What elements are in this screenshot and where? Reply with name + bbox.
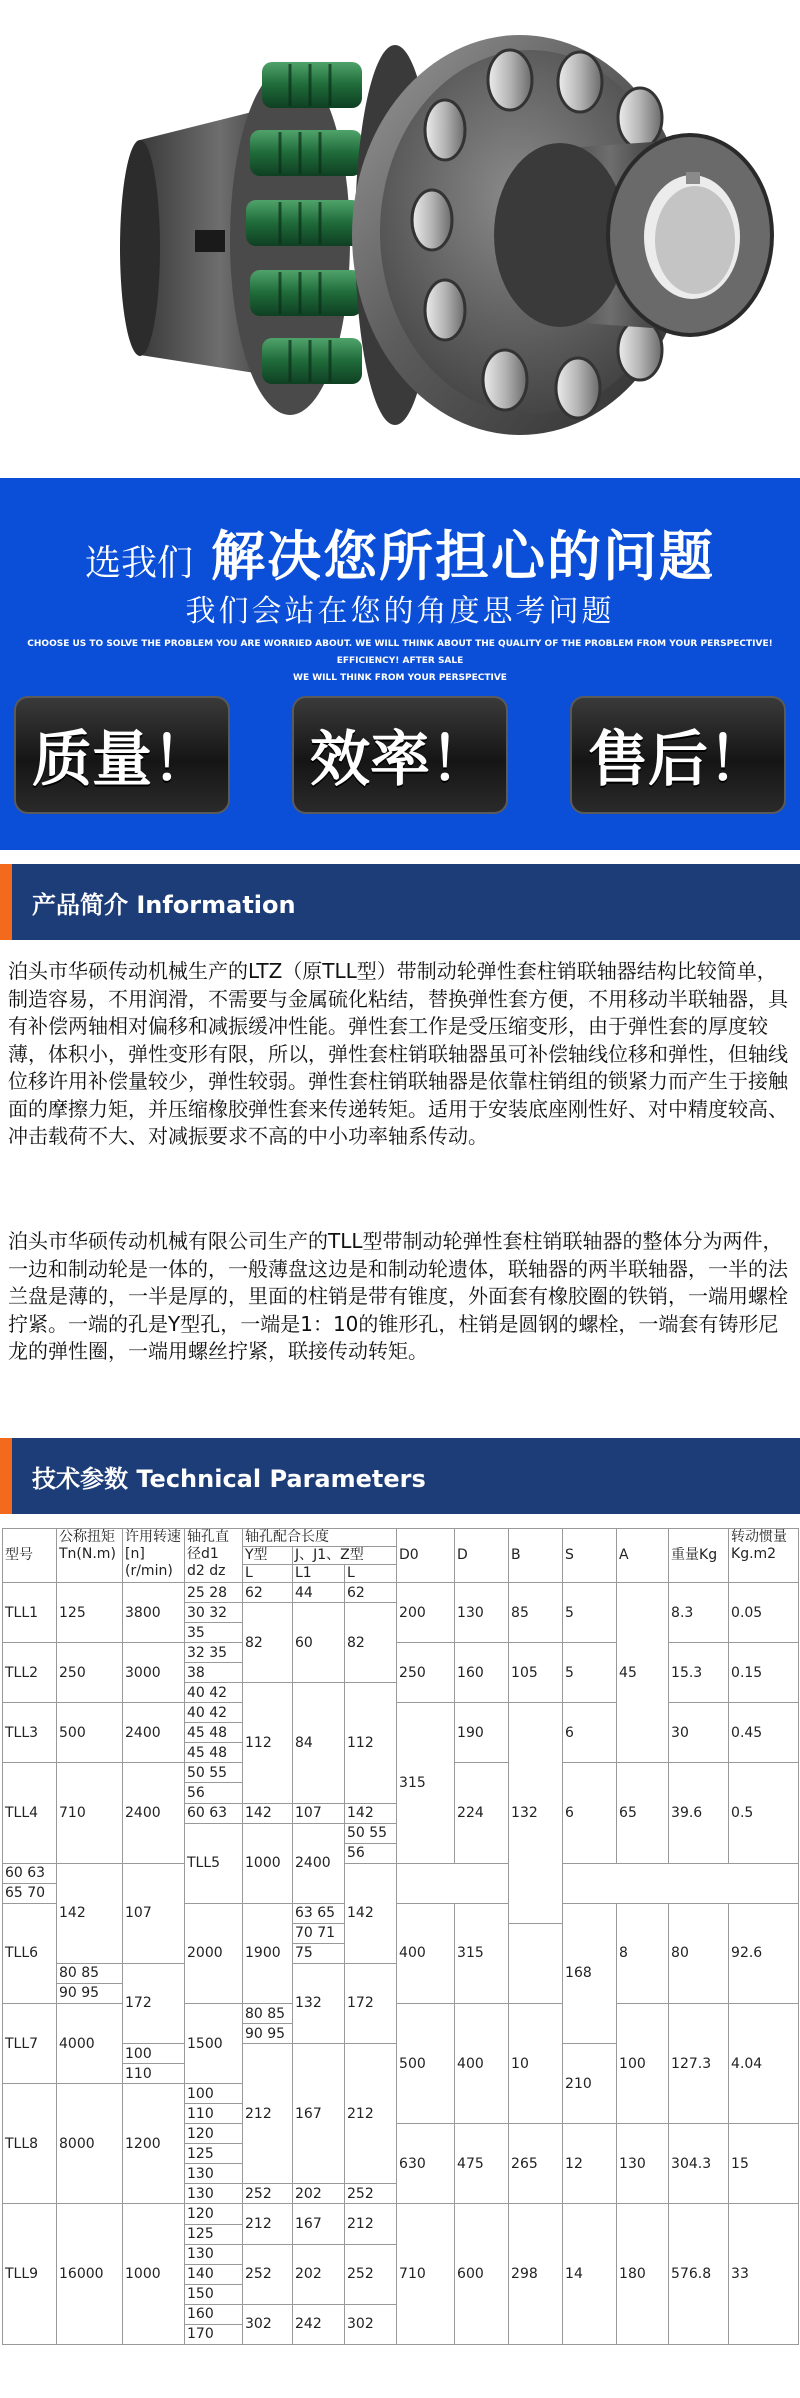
cell-d: 190	[455, 1703, 509, 1763]
cell-y-l: 142	[57, 1863, 123, 1963]
feature-cards	[14, 696, 786, 814]
cell-b: 210	[563, 2044, 617, 2124]
table-row	[3, 1583, 799, 1603]
accent-bar	[0, 864, 12, 940]
th-inertia: 转动惯量Kg.m2	[729, 1529, 799, 1583]
cell-z-l: 212	[345, 2204, 397, 2244]
cell-bore: 110	[123, 2064, 185, 2084]
cell-y-l: 82	[243, 1603, 293, 1683]
cell-b: 265	[509, 2124, 563, 2204]
cell-bore: 50 55	[185, 1763, 243, 1783]
cell-bore: 130	[185, 2244, 243, 2264]
cell-torque: 2000	[185, 1903, 243, 2003]
cell-bore: 60 63	[185, 1803, 243, 1823]
cell-bore: 100	[123, 2044, 185, 2064]
cell-b: 132	[509, 1703, 563, 1924]
cell-bore: 56	[345, 1843, 397, 1863]
section-header-information	[0, 864, 800, 940]
cell-model: TLL8	[3, 2084, 57, 2204]
section-title: 技术参数 Technical Parameters	[32, 1464, 426, 1493]
cell-y-l: 302	[243, 2304, 293, 2344]
cell-bore: 45 48	[185, 1743, 243, 1763]
cell-bore: 60 63	[3, 1863, 57, 1883]
th-a: A	[617, 1529, 669, 1583]
cell-z-l: 172	[345, 1963, 397, 2043]
cell-s: 14	[563, 2204, 617, 2344]
cell-model: TLL7	[3, 2003, 57, 2083]
cell-bore: 170	[185, 2324, 243, 2344]
cell-weight: 8.3	[669, 1583, 729, 1643]
cell-speed: 1200	[123, 2084, 185, 2204]
cell-bore: 30 32	[185, 1603, 243, 1623]
cell-bore: 160	[185, 2304, 243, 2324]
cell-speed: 1000	[123, 2204, 185, 2344]
cell-j-l1: 242	[293, 2304, 345, 2344]
cell-torque: 250	[57, 1643, 123, 1703]
cell-j-l1: 167	[293, 2204, 345, 2244]
th-bore: 轴孔直径d1 d2 dz	[185, 1529, 243, 1583]
th-l: L	[243, 1565, 293, 1583]
cell-bore: 35	[185, 1623, 243, 1643]
cell-inertia: 4.04	[729, 2003, 799, 2123]
cell-bore: 100	[185, 2084, 243, 2104]
cell-s: 6	[563, 1703, 617, 1763]
cell-bore: 125	[185, 2224, 243, 2244]
cell-s: 8	[617, 1903, 669, 2003]
cell-bore: 80 85	[243, 2003, 293, 2023]
cell-bore: 63 65	[293, 1903, 345, 1923]
banner-fine-print	[0, 636, 800, 687]
intro-paragraph-2: 泊头市华硕传动机械有限公司生产的TLL型带制动轮弹性套柱销联轴器的整体分为两件，一边和制动轮是一体的，一般薄盘这边是和制动轮遗体，联轴器的两半联轴器，一半的法兰盘是薄的，一半是厚的，里面的柱销是带有锥度，外面套有橡胶圈的铁销，一端用螺栓拧紧。一端的孔是Y型孔，一端是1：10的锥形孔，柱销是圆钢的螺栓，一端套有铸形尼龙的弹性圈，一端用螺丝拧紧，联接传动转矩。	[8, 1229, 788, 1363]
cell-y-l: 142	[243, 1803, 293, 1823]
fine-print-line-2: WE WILL THINK FROM YOUR PERSPECTIVE	[293, 673, 507, 683]
cell-a: 80	[669, 1903, 729, 2003]
cell-y-l: 112	[243, 1683, 293, 1803]
accent-bar	[0, 1438, 12, 1514]
cell-d: 224	[455, 1763, 509, 1863]
cell-inertia: 33	[729, 2204, 799, 2344]
promo-banner	[0, 478, 800, 850]
cell-bore: 70 71	[293, 1923, 345, 1943]
cell-torque: 1000	[243, 1823, 293, 1903]
cell-s: 5	[563, 1643, 617, 1703]
th-d0: D0	[397, 1529, 455, 1583]
cell-bore: 50 55	[345, 1823, 397, 1843]
banner-subtitle: 我们会站在您的角度思考问题	[185, 594, 615, 629]
cell-speed: 2400	[293, 1823, 345, 1903]
cell-model: TLL3	[3, 1703, 57, 1763]
cell-bore: 150	[185, 2284, 243, 2304]
cell-torque: 8000	[57, 2084, 123, 2204]
cell-z-l: 302	[345, 2304, 397, 2344]
cell-j-l1: 202	[293, 2184, 345, 2204]
cell-z-l: 112	[345, 1683, 397, 1803]
cell-bore: 40 42	[185, 1683, 243, 1703]
cell-y-l: 62	[243, 1583, 293, 1603]
parameter-table	[2, 1528, 799, 2345]
card-after-sale: 售后！	[570, 696, 786, 814]
cell-speed: 2400	[123, 1703, 185, 1763]
section-header-parameters	[0, 1438, 800, 1514]
cell-bore: 90 95	[243, 2024, 293, 2044]
cell-bore: 120	[185, 2124, 243, 2144]
cell-d: 600	[455, 2204, 509, 2344]
table-row	[3, 1863, 799, 1883]
cell-bore: 125	[185, 2144, 243, 2164]
cell-weight: 92.6	[729, 1903, 799, 2003]
cell-bore: 25 28	[185, 1583, 243, 1603]
cell-bore: 56	[185, 1783, 243, 1803]
cell-d: 130	[455, 1583, 509, 1643]
cell-a: 100	[617, 2003, 669, 2123]
cell-d0: 250	[397, 1643, 455, 1703]
cell-y-l: 212	[243, 2204, 293, 2244]
cell-z-l: 142	[345, 1863, 397, 1963]
cell-z-l: 252	[345, 2244, 397, 2304]
cell-j-l1: 107	[123, 1863, 185, 1963]
cell-model: TLL9	[3, 2204, 57, 2344]
cell-z-l: 212	[345, 2044, 397, 2184]
cell-inertia: 0.15	[729, 1643, 799, 1703]
cell-weight: 15.3	[669, 1643, 729, 1703]
cell-s: 10	[509, 2003, 563, 2123]
cell-bore: 120	[185, 2204, 243, 2224]
th-l1: L1	[293, 1565, 345, 1583]
cell-z-l: 62	[345, 1583, 397, 1603]
card-efficiency: 效率！	[292, 696, 508, 814]
cell-s: 5	[563, 1583, 617, 1643]
cell-weight: 576.8	[669, 2204, 729, 2344]
cell-z-l: 142	[345, 1803, 397, 1823]
cell-model: TLL4	[3, 1763, 57, 1863]
cell-bore: 45 48	[185, 1723, 243, 1743]
cell-d: 160	[455, 1643, 509, 1703]
cell-b: 168	[563, 1903, 617, 2043]
cell-torque: 16000	[57, 2204, 123, 2344]
cell-bore: 140	[185, 2264, 243, 2284]
cell-model: TLL5	[185, 1823, 243, 1903]
cell-j-l1: 132	[293, 1963, 345, 2043]
cell-j-l1: 44	[293, 1583, 345, 1603]
th-model: 型号	[3, 1529, 57, 1583]
cell-speed: 2400	[123, 1763, 185, 1863]
th-b: B	[509, 1529, 563, 1583]
cell-j-l1: 84	[293, 1683, 345, 1803]
cell-y-l: 212	[243, 2044, 293, 2184]
cell-d0: 500	[397, 2003, 455, 2123]
table-row	[3, 1703, 799, 1723]
cell-weight: 39.6	[669, 1763, 729, 1863]
cell-j-l1: 202	[293, 2244, 345, 2304]
cell-y-l: 252	[243, 2184, 293, 2204]
headline-big: 解决您所担心的问题	[211, 525, 715, 588]
coupling-illustration	[0, 0, 800, 478]
cell-bore: 130	[185, 2184, 243, 2204]
cell-torque: 710	[57, 1763, 123, 1863]
cell-inertia: 0.5	[729, 1763, 799, 1863]
cell-d0: 630	[397, 2124, 455, 2204]
cell-j-l1: 107	[293, 1803, 345, 1823]
cell-d0: 200	[397, 1583, 455, 1643]
cell-weight: 30	[669, 1703, 729, 1763]
cell-model: TLL6	[3, 1903, 57, 2003]
cell-d0: 315	[397, 1703, 455, 1863]
th-s: S	[563, 1529, 617, 1583]
cell-z-l: 82	[345, 1603, 397, 1683]
cell-bore: 110	[185, 2104, 243, 2124]
cell-b: 298	[509, 2204, 563, 2344]
cell-weight: 304.3	[669, 2124, 729, 2204]
cell-d0: 400	[397, 1903, 455, 2003]
th-y-type: Y型	[243, 1547, 293, 1565]
cell-d: 315	[455, 1903, 509, 2003]
th-speed: 许用转速[n](r/min)	[123, 1529, 185, 1583]
cell-torque: 125	[57, 1583, 123, 1643]
table-row	[3, 1643, 799, 1663]
cell-inertia: 15	[729, 2124, 799, 2204]
headline-small: 选我们	[84, 543, 193, 584]
cell-model: TLL1	[3, 1583, 57, 1643]
cell-d: 475	[455, 2124, 509, 2204]
cell-weight: 127.3	[669, 2003, 729, 2123]
cell-a: 130	[617, 2124, 669, 2204]
section-title: 产品简介 Information	[32, 890, 296, 919]
banner-headline	[0, 514, 800, 594]
cell-j-l1: 60	[293, 1603, 345, 1683]
th-fit-length: 轴孔配合长度	[243, 1529, 397, 1547]
th-d: D	[455, 1529, 509, 1583]
cell-bore: 90 95	[57, 1983, 123, 2003]
cell-speed: 3800	[123, 1583, 185, 1643]
cell-bore: 40 42	[185, 1703, 243, 1723]
cell-b: 105	[509, 1643, 563, 1703]
cell-y-l: 172	[123, 1963, 185, 2043]
table-row	[3, 2204, 799, 2224]
cell-speed: 1900	[243, 1903, 293, 2003]
cell-b: 85	[509, 1583, 563, 1643]
cell-speed: 1500	[185, 2003, 243, 2083]
table-row	[3, 2003, 799, 2023]
card-quality: 质量！	[14, 696, 230, 814]
cell-s: 6	[563, 1763, 617, 1863]
cell-bore: 65 70	[3, 1883, 57, 1903]
cell-torque: 500	[57, 1703, 123, 1763]
cell-z-l: 252	[345, 2184, 397, 2204]
cell-a: 65	[617, 1763, 669, 1863]
th-weight: 重量Kg	[669, 1529, 729, 1583]
cell-s: 12	[563, 2124, 617, 2204]
cell-bore: 32 35	[185, 1643, 243, 1663]
th-torque: 公称扭矩Tn(N.m)	[57, 1529, 123, 1583]
cell-model: TLL2	[3, 1643, 57, 1703]
cell-bore: 80 85	[57, 1963, 123, 1983]
cell-inertia: 0.45	[729, 1703, 799, 1763]
cell-bore: 38	[185, 1663, 243, 1683]
cell-a: 45	[617, 1583, 669, 1763]
cell-bore: 75	[293, 1943, 345, 1963]
cell-d: 400	[455, 2003, 509, 2123]
cell-d0: 710	[397, 2204, 455, 2344]
product-image	[0, 0, 800, 478]
parameter-table-wrapper	[2, 1528, 798, 2394]
cell-inertia: 0.05	[729, 1583, 799, 1643]
fine-print-line-1: CHOOSE US TO SOLVE THE PROBLEM YOU ARE WORRIED ABOUT. WE WILL THINK ABOUT THE QUALITY OF THE PROBLEM FROM YOUR PERSPECTIVE! EFFICIENCY! AFTER SALE	[27, 639, 773, 666]
cell-bore: 130	[185, 2164, 243, 2184]
intro-paragraph-1: 泊头市华硕传动机械生产的LTZ（原TLL型）带制动轮弹性套柱销联轴器结构比较简单，制造容易，不用润滑，不需要与金属硫化粘结，替换弹性套方便，不用移动半联轴器，具有补偿两轴相对偏移和减振缓冲性能。弹性套工作是受压缩变形，由于弹性套的厚度较薄，体积小，弹性变形有限，所以，弹性套柱销联轴器虽可补偿轴线位移和弹性，但轴线位移许用补偿量较少，弹性较弱。弹性套柱销联轴器是依靠柱销组的锁紧力而产生于接触面的摩擦力矩，并压缩橡胶弹性套来传递转矩。适用于安装底座刚性好、对中精度较高、冲击载荷不大、对减振要求不高的中小功率轴系传动。	[8, 959, 788, 1148]
cell-y-l: 252	[243, 2244, 293, 2304]
cell-torque: 4000	[57, 2003, 123, 2083]
th-j-type: J、J1、Z型	[293, 1547, 397, 1565]
cell-speed: 3000	[123, 1643, 185, 1703]
th-l: L	[345, 1565, 397, 1583]
cell-j-l1: 167	[293, 2044, 345, 2184]
cell-a: 180	[617, 2204, 669, 2344]
